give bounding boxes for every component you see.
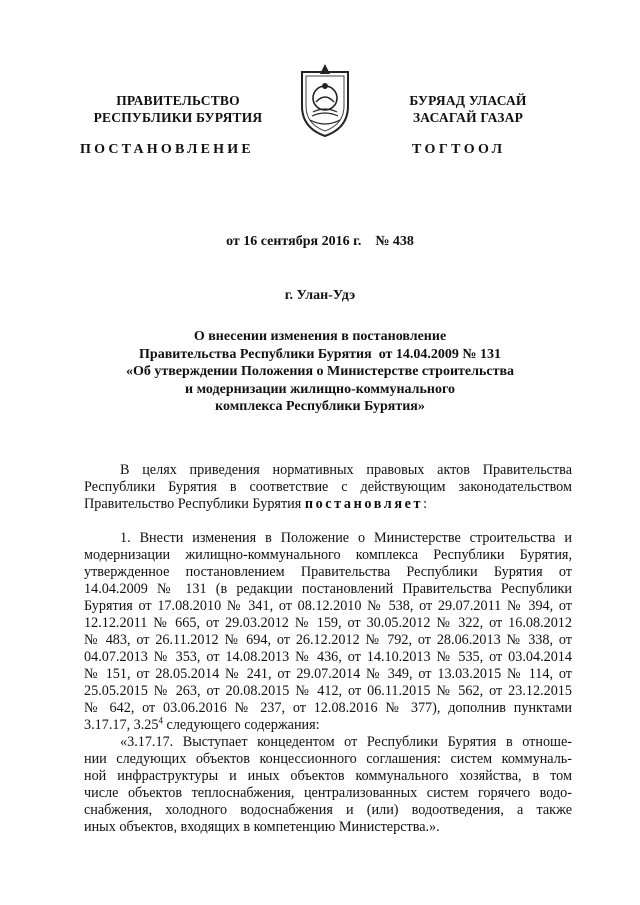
preamble-paragraph	[84, 462, 572, 513]
item-line	[84, 717, 572, 734]
item-line: 12.12.2011 № 665, от 29.03.2012 № 159, от 30.05.2012 № 322, от 16.08.2012	[84, 615, 572, 631]
document-type-bua: ТОГТООЛ	[412, 142, 506, 157]
government-name-line1: ПРАВИТЕЛЬСТВО	[116, 93, 240, 108]
government-name-ru	[78, 92, 278, 126]
item-line: Бурятия от 17.08.2010 № 341, от 08.12.2010 № 538, от 29.07.2011 № 394, от	[84, 598, 572, 614]
subject-line: «Об утверждении Положения о Министерстве строительства	[125, 364, 515, 379]
subject-line: комплекса Республики Бурятия»	[215, 399, 425, 414]
item-line: № 642, от 03.06.2016 № 237, от 12.08.2016 № 377), дополнив пунктами	[84, 700, 572, 716]
item-line: 04.07.2013 № 353, от 14.08.2013 № 436, от 14.10.2013 № 535, от 03.04.2014	[84, 649, 572, 665]
quote-line: числе объектов теплоснабжения, централизованных систем горячего водо-	[84, 785, 572, 801]
decree-subject	[80, 328, 560, 416]
item-tail: следующего содержания:	[162, 717, 320, 733]
item-line: утвержденное постановлением Правительства Республики Бурятия от	[84, 564, 572, 580]
decree-city: г. Улан-Удэ	[284, 288, 356, 303]
government-name-line2: РЕСПУБЛИКИ БУРЯТИЯ	[93, 110, 263, 125]
item-superscript: 4	[158, 715, 163, 726]
quote-line: нии следующих объектов концессионного соглашения: систем коммуналь-	[84, 751, 572, 767]
quote-line: «3.17.17. Выступает концедентом от Республики Бурятия в отноше-	[120, 734, 572, 750]
subject-line: О внесении изменения в постановление	[193, 329, 447, 344]
subject-line: Правительства Республики Бурятия от 14.04.2009 № 131	[139, 346, 501, 362]
coat-of-arms-icon	[296, 62, 354, 138]
item-line: 1. Внести изменения в Положение о Министерстве строительства и	[120, 530, 572, 546]
item-line: № 483, от 26.11.2012 № 694, от 26.12.2012 № 792, от 28.06.2013 № 338, от	[84, 632, 572, 648]
quote-line: ной инфраструктуры и иных объектов коммунального хозяйства, в том	[84, 768, 572, 784]
government-name-bua	[380, 92, 556, 126]
item-line: 25.05.2015 № 263, от 20.08.2015 № 412, от 06.11.2015 № 562, от 23.12.2015	[84, 683, 572, 699]
subject-line: и модернизации жилищно-коммунального	[185, 381, 455, 397]
item-line: модернизации жилищно-коммунального комплекса Республики Бурятия,	[84, 547, 572, 563]
item-line: 14.04.2009 № 131 (в редакции постановлений Правительства Республики	[84, 581, 572, 597]
preamble-line	[84, 496, 572, 513]
decree-date-number: от 16 сентября 2016 г. № 438	[226, 234, 414, 249]
preamble-text: Правительство Республики Бурятия	[84, 496, 305, 512]
preamble-line: Республики Бурятия в соответствие с действующим законодательством	[84, 479, 572, 495]
quote-line: иных объектов, входящих в компетенцию Министерства.».	[84, 819, 440, 835]
quote-line: снабжения, холодного водоснабжения и (или) водоотведения, а также	[84, 802, 572, 818]
government-name-bua-line1: БУРЯАД УЛАСАЙ	[409, 93, 527, 108]
item-points: 3.17.17, 3.25	[84, 717, 159, 733]
document-type-ru: ПОСТАНОВЛЕНИЕ	[80, 142, 254, 157]
preamble-colon: :	[423, 496, 428, 512]
preamble-line: В целях приведения нормативных правовых актов Правительства	[120, 462, 572, 478]
government-name-bua-line2: ЗАСАГАЙ ГАЗАР	[412, 110, 524, 125]
quoted-clause	[84, 734, 572, 836]
resolves-word: постановляет	[304, 496, 424, 512]
item-line: № 151, от 28.05.2014 № 241, от 29.07.2014 № 349, от 13.03.2015 № 114, от	[84, 666, 572, 682]
item-1-paragraph	[84, 530, 572, 734]
